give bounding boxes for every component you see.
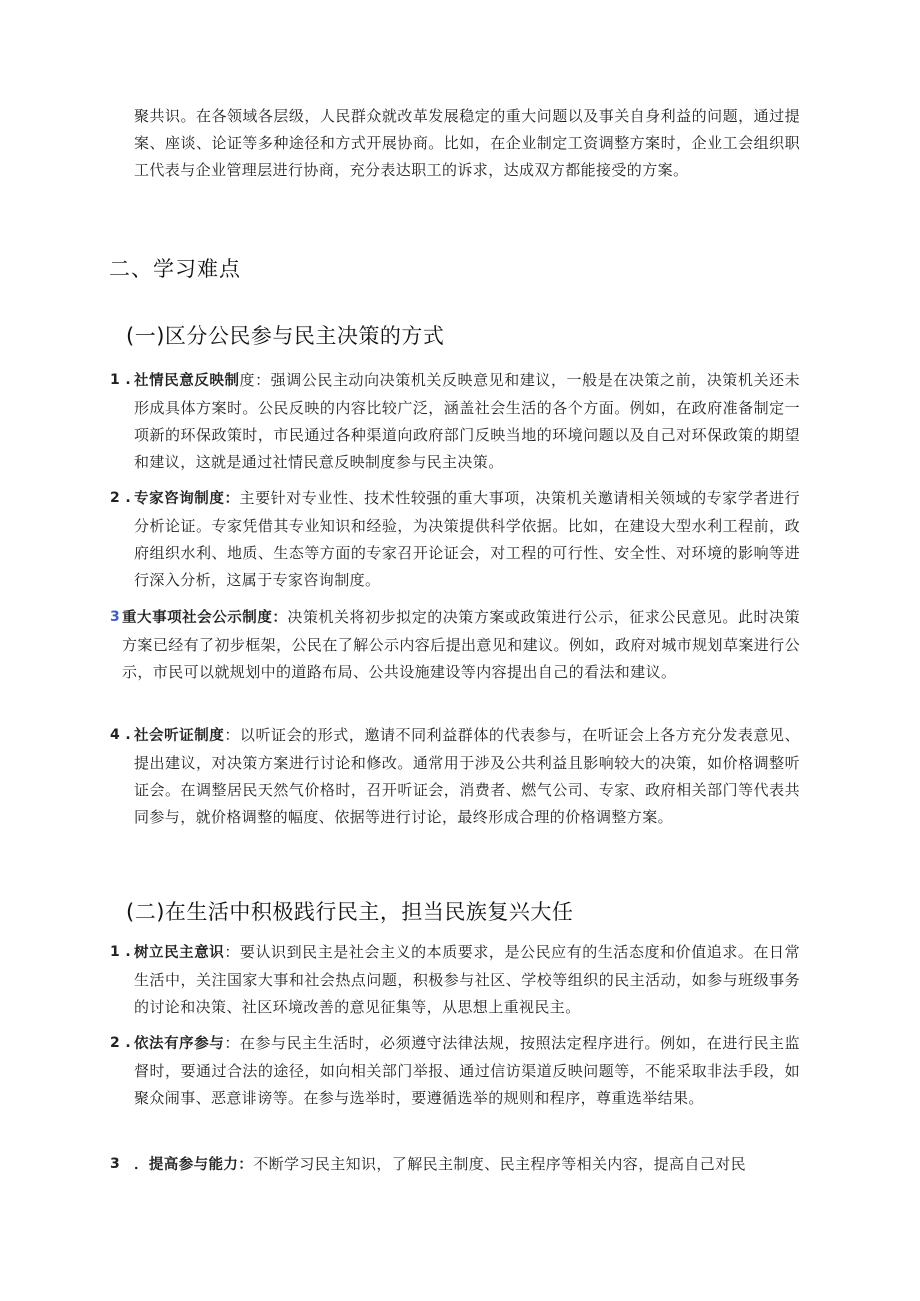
list-number: 1 . [110, 944, 132, 960]
list-item [110, 722, 800, 831]
list-text: 主要针对专业性、技术性较强的重大事项，决策机关邀请相关领域的专家学者进行分析论证。专家凭借其专业知识和经验，为决策提供科学依据。比如，在建设大型水利工程前，政府组织水利、地质、生态等方面的专家召开论证会，对工程的可行性、安全性、对环境的影响等进行深入分析，这属于专家咨询制度。 [134, 489, 800, 589]
list-item [110, 485, 800, 594]
subsection-heading-1: (一)区分公民参与民主决策的方式 [126, 324, 445, 348]
list-number: 2 . [110, 1035, 132, 1051]
list-item [110, 939, 800, 1021]
list-text: 决策机关将初步拟定的决策方案或政策进行公示，征求公民意见。此时决策方案已经有了初步框架，公民在了解公示内容后提出意见和建议。例如，政府对城市规划草案进行公示，市民可以就规划中的道路布局、公共设施建设等内容提出自己的看法和建议。 [122, 608, 800, 681]
list-text: ：要认识到民主是社会主义的本质要求，是公民应有的生活态度和价值追求。在日常生活中，关注国家大事和社会热点问题，积极参与社区、学校等组织的民主活动，如参与班级事务的讨论和决策、社区环境改善的意见征集等，从思想上重视民主。 [134, 943, 800, 1016]
list-item [110, 367, 800, 476]
list-item [110, 604, 800, 686]
list-number: 1 . [110, 372, 132, 388]
subsection-heading-2: (二)在生活中积极践行民主，担当民族复兴大任 [126, 900, 574, 924]
list-term: 树立民主意识 [134, 945, 225, 961]
list-text: ：在参与民主生活时，必须遵守法律法规，按照法定程序进行。例如，在进行民主监督时，要通过合法的途径，如向相关部门举报、通过信访渠道反映问题等，不能采取非法手段，如聚众闹事、恶意诽谤等。在参与选举时，要遵循选举的规则和程序，尊重选举结果。 [134, 1034, 800, 1107]
list-number: 2 . [110, 490, 132, 506]
intro-paragraph: 聚共识。在各领域各层级，人民群众就改革发展稳定的重大问题以及事关自身利益的问题，通过提案、座谈、论证等多种途径和方式开展协商。比如，在企业制定工资调整方案时，企业工会组织职工代表与企业管理层进行协商，充分表达职工的诉求，达成双方都能接受的方案。 [134, 107, 800, 179]
list-term: ．提高参与能力： [134, 1157, 254, 1173]
list-text: 不断学习民主知识，了解民主制度、民主程序等相关内容，提高自己对民 [253, 1155, 747, 1173]
section-heading: 二、学习难点 [109, 257, 241, 281]
list-text: 度：强调公民主动向决策机关反映意见和建议，一般是在决策之前，决策机关还未形成具体方案时。公民反映的内容比较广泛，涵盖社会生活的各个方面。例如，在政府准备制定一项新的环保政策时，市民通过各种渠道向政府部门反映当地的环境问题以及自己对环保政策的期望和建议，这就是通过社情民意反映制度参与民主决策。 [134, 371, 800, 471]
list-term: 依法有序参与 [134, 1036, 225, 1052]
list-number: 3 [110, 1156, 121, 1172]
list-term: 社情民意反映制 [134, 373, 240, 389]
list-item [110, 1030, 800, 1112]
list-number: 3 [110, 609, 121, 625]
list-item [110, 1151, 800, 1179]
list-term: 重大事项社会公示制度： [122, 610, 288, 626]
list-term: 社会听证制度 [134, 728, 225, 744]
list-term: 专家咨询制度： [134, 491, 240, 507]
list-text: ：以听证会的形式，邀请不同利益群体的代表参与，在听证会上各方充分发表意见、提出建议，对决策方案进行讨论和修改。通常用于涉及公共利益且影响较大的决策，如价格调整听证会。在调整居民天然气价格时，召开听证会，消费者、燃气公司、专家、政府相关部门等代表共同参与，就价格调整的幅度、依据等进行讨论，最终形成合理的价格调整方案。 [134, 726, 800, 826]
list-number: 4 . [110, 727, 132, 743]
